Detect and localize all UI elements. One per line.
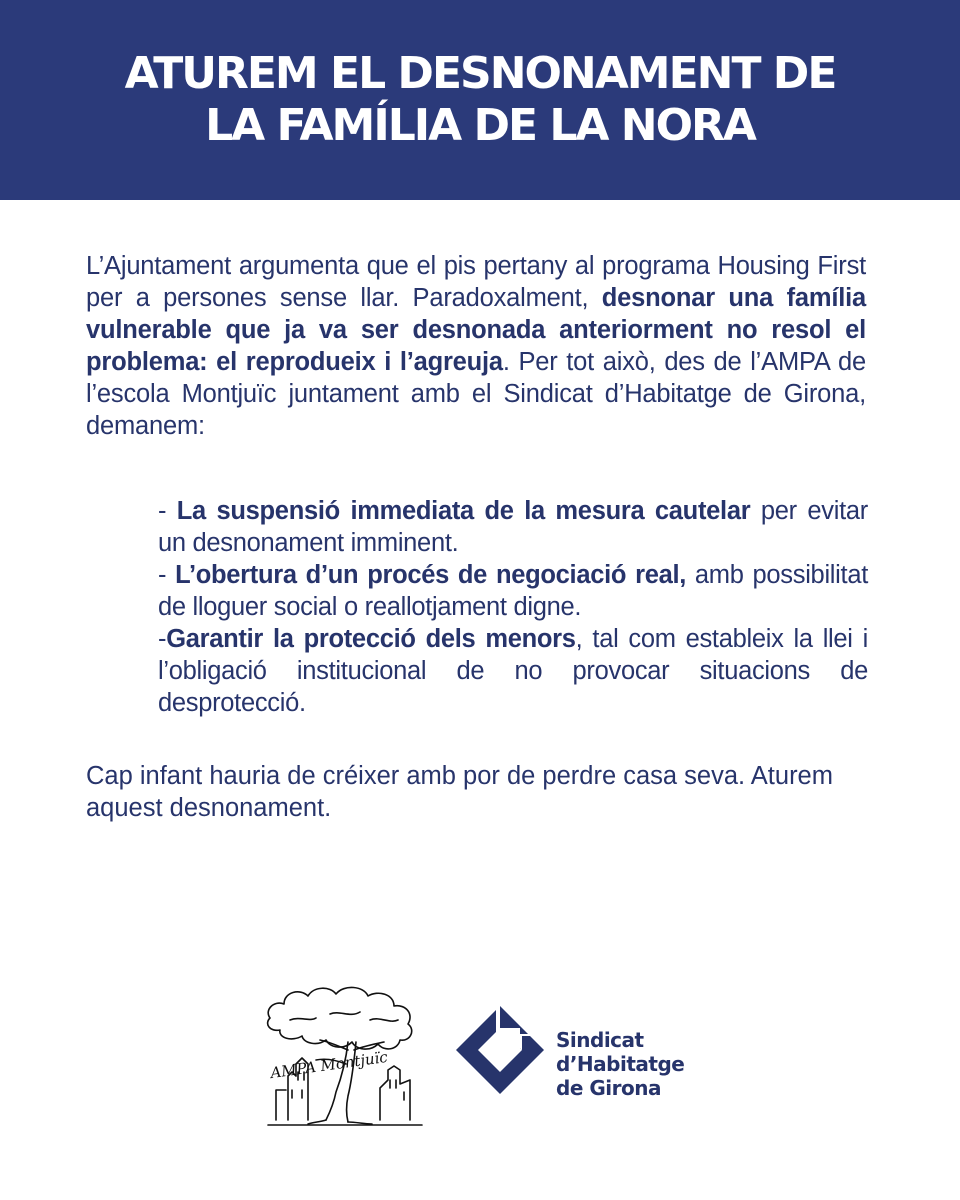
title-line-1: ATUREM EL DESNONAMENT DE: [124, 48, 836, 99]
house-diamond-icon: [450, 1000, 550, 1130]
ampa-montjuic-logo: [260, 980, 430, 1130]
sindicat-line-1: Sindicat: [556, 1028, 644, 1052]
demand-2-prefix: -: [158, 561, 176, 589]
intro-paragraph: [86, 250, 866, 442]
demand-3-prefix: -: [158, 625, 167, 653]
sindicat-line-3: de Girona: [556, 1076, 661, 1100]
demand-1-text: per evitar un desnonament imminent.: [158, 497, 868, 557]
title-line-2: LA FAMÍLIA DE LA NORA: [205, 100, 755, 151]
demand-1-prefix: -: [158, 497, 177, 525]
intro-text-2: . Per tot això, des de l’AMPA de l’escola Montjuïc juntament amb el Sindicat d’Habitatge de Girona, demanem:: [86, 348, 866, 440]
demand-3-bold: Garantir la protecció dels menors: [166, 625, 576, 653]
demand-1-bold: La suspensió immediata de la mesura cautelar: [176, 497, 751, 525]
intro-text-1: L’Ajuntament argumenta que el pis pertany al programa Housing First per a persones sense llar. Paradoxalment,: [86, 252, 866, 312]
sindicat-logo-text: [556, 1028, 684, 1100]
demands-list: [158, 495, 868, 719]
intro-bold-text: desnonar una família vulnerable que ja va ser desnonada anteriorment no resol el problema: el reprodueix i l’agreuja: [86, 284, 866, 376]
sindicat-line-2: d’Habitatge: [556, 1052, 685, 1076]
ampa-logo-text: AMPA Montjuïc: [269, 1047, 389, 1083]
title-banner: [0, 0, 960, 200]
sindicat-habitatge-logo: [450, 1000, 730, 1140]
demand-item-3: [158, 623, 868, 719]
demand-2-text: amb possibilitat de lloguer social o reallotjament digne.: [158, 561, 868, 621]
page-title: [50, 48, 910, 152]
demand-2-bold: L’obertura d’un procés de negociació real,: [175, 561, 687, 589]
demand-item-1: [158, 495, 868, 559]
demand-3-text: , tal com estableix la llei i l’obligació institucional de no provocar situacions de desprotecció.: [158, 625, 868, 717]
closing-paragraph: Cap infant hauria de créixer amb por de perdre casa seva. Aturem aquest desnonament.: [86, 762, 833, 822]
demand-item-2: [158, 559, 868, 623]
